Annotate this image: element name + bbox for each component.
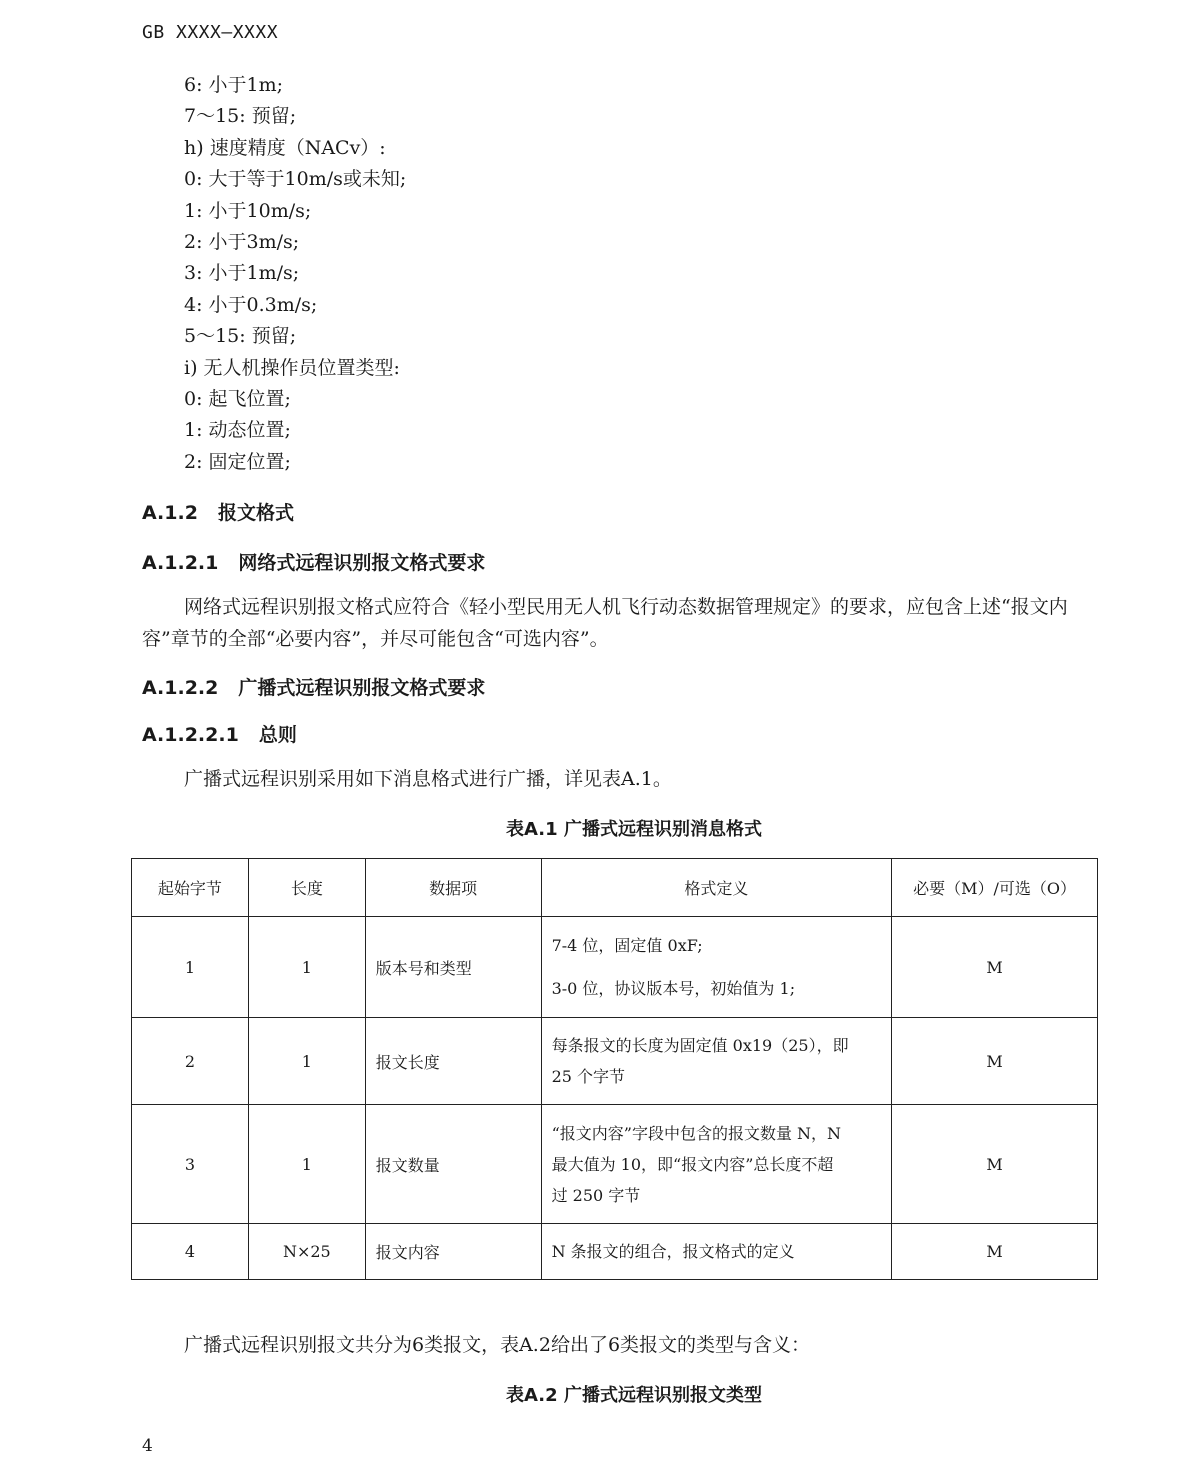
section-title: 网络式远程识别报文格式要求 <box>238 552 486 574</box>
section-title: 广播式远程识别报文格式要求 <box>238 677 486 699</box>
column-header: 起始字节 <box>132 859 249 917</box>
table-a2-caption: 表A.2 广播式远程识别报文类型 <box>506 1385 762 1406</box>
cell-format-def <box>541 917 892 1018</box>
column-header: 数据项 <box>365 859 541 917</box>
cell-required: M <box>892 1224 1098 1280</box>
list-item: 2: 小于3m/s; <box>184 230 300 253</box>
cell-length: 1 <box>248 1105 365 1224</box>
cell-start-byte: 2 <box>132 1018 249 1105</box>
def-line: “报文内容”字段中包含的报文数量 N，N <box>551 1123 842 1143</box>
list-item: 7～15: 预留; <box>184 105 297 128</box>
list-item: 2: 固定位置; <box>184 450 291 473</box>
section-title: 报文格式 <box>217 502 294 524</box>
paragraph-message-types <box>142 1329 1092 1361</box>
table-row <box>132 1224 1098 1280</box>
section-title: 总则 <box>258 724 297 746</box>
table-a1 <box>131 858 1098 1280</box>
list-item: 3: 小于1m/s; <box>184 262 300 285</box>
column-header: 格式定义 <box>541 859 892 917</box>
section-number: A.1.2 <box>142 502 198 524</box>
cell-length: 1 <box>248 917 365 1018</box>
def-line: 每条报文的长度为固定值 0x19（25），即 <box>551 1036 849 1055</box>
section-heading-a-1-2-1 <box>142 548 485 575</box>
paragraph-broadcast-intro <box>142 763 1092 795</box>
paragraph-text: 广播式远程识别采用如下消息格式进行广播，详见表A.1。 <box>184 768 672 790</box>
def-line: 过 250 字节 <box>551 1185 641 1205</box>
table-a1-caption: 表A.1 广播式远程识别消息格式 <box>506 819 762 840</box>
cell-data-item: 报文内容 <box>365 1224 541 1280</box>
section-heading-a-1-2-2-1 <box>142 720 297 747</box>
paragraph-text: 网络式远程识别报文格式应符合《轻小型民用无人机飞行动态数据管理规定》的要求，应包含上述“报文内容”章节的全部“必要内容”，并尽可能包含“可选内容”。 <box>142 596 1068 650</box>
page-number: 4 <box>142 1436 153 1456</box>
cell-format-def <box>541 1018 892 1105</box>
cell-start-byte: 4 <box>132 1224 249 1280</box>
cell-required: M <box>892 917 1098 1018</box>
cell-required: M <box>892 1018 1098 1105</box>
table-row <box>132 1018 1098 1105</box>
list-item: 6: 小于1m; <box>184 74 284 96</box>
cell-data-item: 版本号和类型 <box>365 917 541 1018</box>
list-item: 1: 动态位置; <box>184 419 291 442</box>
paragraph-network-format <box>142 591 1092 655</box>
column-header: 长度 <box>248 859 365 917</box>
list-item: 1: 小于10m/s; <box>184 199 312 222</box>
paragraph-text: 广播式远程识别报文共分为6类报文，表A.2给出了6类报文的类型与含义： <box>184 1334 811 1356</box>
table-row <box>132 917 1098 1018</box>
cell-data-item: 报文长度 <box>365 1018 541 1105</box>
list-item: 0: 起飞位置; <box>184 387 291 410</box>
document-header: GB XXXX—XXXX <box>142 22 279 43</box>
cell-length: 1 <box>248 1018 365 1105</box>
table-header-row <box>132 859 1098 917</box>
value-list <box>184 70 1084 478</box>
section-heading-a-1-2-2 <box>142 673 485 700</box>
column-header: 必要（M）/可选（O） <box>892 859 1098 917</box>
def-line: 25 个字节 <box>551 1067 626 1086</box>
list-item: h) 速度精度（NACv）: <box>184 136 386 159</box>
def-line: 最大值为 10，即“报文内容”总长度不超 <box>551 1154 834 1174</box>
def-line: N 条报文的组合，报文格式的定义 <box>551 1242 795 1261</box>
cell-length: N×25 <box>248 1224 365 1280</box>
list-item: 5～15: 预留; <box>184 325 297 348</box>
cell-required: M <box>892 1105 1098 1224</box>
cell-start-byte: 1 <box>132 917 249 1018</box>
cell-data-item: 报文数量 <box>365 1105 541 1224</box>
table-row <box>132 1105 1098 1224</box>
def-line: 3-0 位，协议版本号，初始值为 1; <box>551 979 796 998</box>
list-item: 0: 大于等于10m/s或未知; <box>184 168 407 191</box>
list-item: i) 无人机操作员位置类型: <box>184 356 400 379</box>
section-number: A.1.2.2.1 <box>142 724 239 746</box>
cell-format-def <box>541 1224 892 1280</box>
cell-format-def <box>541 1105 892 1224</box>
def-line: 7-4 位，固定值 0xF; <box>551 936 703 955</box>
section-number: A.1.2.2 <box>142 677 219 699</box>
section-number: A.1.2.1 <box>142 552 219 574</box>
section-heading-a-1-2 <box>142 498 294 525</box>
cell-start-byte: 3 <box>132 1105 249 1224</box>
list-item: 4: 小于0.3m/s; <box>184 293 318 316</box>
